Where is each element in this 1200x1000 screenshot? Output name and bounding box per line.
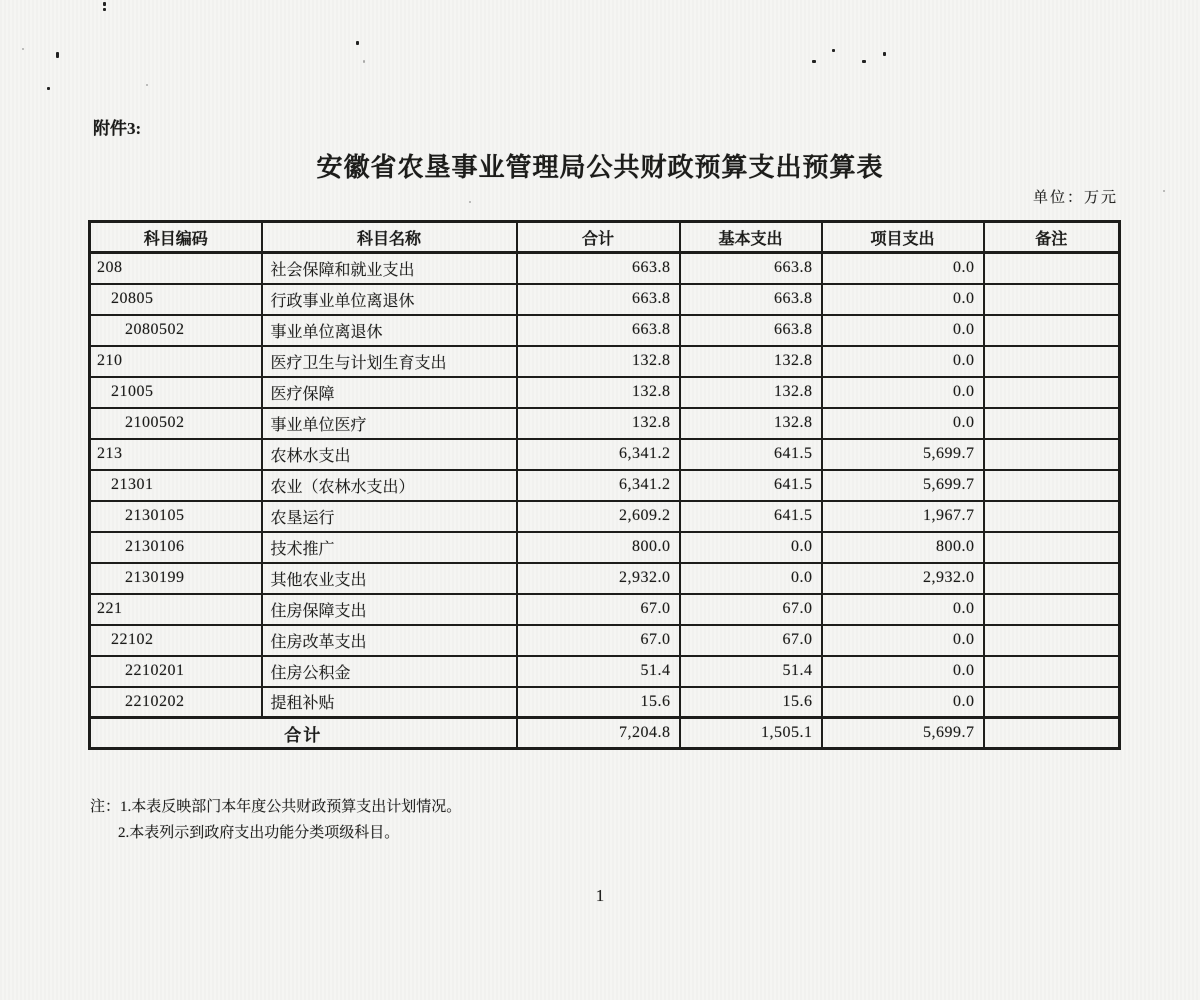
project-cell: 800.0: [822, 532, 984, 563]
scan-speck: [103, 2, 106, 6]
total-project-cell: 5,699.7: [822, 718, 984, 749]
project-cell: 0.0: [822, 253, 984, 284]
total-cell: 132.8: [517, 408, 680, 439]
code-cell: 21005: [90, 377, 262, 408]
attachment-label: 附件3:: [93, 119, 142, 138]
remark-cell: [984, 625, 1120, 656]
project-cell: 5,699.7: [822, 439, 984, 470]
total-row: [90, 718, 1120, 749]
table-row: [90, 408, 1120, 439]
table-body: [90, 253, 1120, 718]
remark-cell: [984, 470, 1120, 501]
basic-cell: 51.4: [680, 656, 822, 687]
basic-cell: 132.8: [680, 377, 822, 408]
note-line-2: 2.本表列示到政府支出功能分类项级科目。: [118, 825, 400, 841]
total-label: 合计: [90, 718, 517, 749]
scan-speck: [832, 49, 835, 52]
code-cell: 2080502: [90, 315, 262, 346]
total-basic-cell: 1,505.1: [680, 718, 822, 749]
table-row: [90, 470, 1120, 501]
code-cell: 2130105: [90, 501, 262, 532]
remark-cell: [984, 346, 1120, 377]
basic-cell: 641.5: [680, 439, 822, 470]
table-row: [90, 594, 1120, 625]
total-cell: 6,341.2: [517, 470, 680, 501]
code-cell: 2210201: [90, 656, 262, 687]
basic-cell: 132.8: [680, 408, 822, 439]
name-cell: 医疗卫生与计划生育支出: [262, 346, 517, 377]
project-cell: 2,932.0: [822, 563, 984, 594]
name-cell: 医疗保障: [262, 377, 517, 408]
name-cell: 社会保障和就业支出: [262, 253, 517, 284]
remark-cell: [984, 377, 1120, 408]
code-cell: 21301: [90, 470, 262, 501]
header-cell-total: 合计: [517, 222, 680, 253]
basic-cell: 0.0: [680, 532, 822, 563]
project-cell: 0.0: [822, 656, 984, 687]
remark-cell: [984, 594, 1120, 625]
name-cell: 事业单位离退休: [262, 315, 517, 346]
project-cell: 0.0: [822, 284, 984, 315]
name-cell: 住房保障支出: [262, 594, 517, 625]
name-cell: 住房公积金: [262, 656, 517, 687]
code-cell: 20805: [90, 284, 262, 315]
table-row: [90, 346, 1120, 377]
table-row: [90, 656, 1120, 687]
name-cell: 农林水支出: [262, 439, 517, 470]
table-row: [90, 439, 1120, 470]
name-cell: 行政事业单位离退休: [262, 284, 517, 315]
basic-cell: 67.0: [680, 625, 822, 656]
total-cell: 67.0: [517, 594, 680, 625]
scan-speck: [22, 48, 24, 50]
scan-speck: [56, 52, 59, 58]
total-cell: 2,932.0: [517, 563, 680, 594]
scan-speck: [1163, 190, 1165, 192]
scan-speck: [146, 84, 148, 86]
basic-cell: 641.5: [680, 501, 822, 532]
name-cell: 农业（农林水支出）: [262, 470, 517, 501]
remark-cell: [984, 408, 1120, 439]
page-number: 1: [595, 886, 605, 905]
table-row: [90, 532, 1120, 563]
header-cell-project: 项目支出: [822, 222, 984, 253]
project-cell: 0.0: [822, 408, 984, 439]
scan-speck: [812, 60, 816, 63]
code-cell: 2130106: [90, 532, 262, 563]
basic-cell: 67.0: [680, 594, 822, 625]
remark-cell: [984, 253, 1120, 284]
basic-cell: 132.8: [680, 346, 822, 377]
table-row: [90, 687, 1120, 718]
remark-cell: [984, 687, 1120, 718]
scan-speck: [862, 60, 866, 63]
basic-cell: 641.5: [680, 470, 822, 501]
total-cell: 132.8: [517, 377, 680, 408]
notes: [90, 794, 461, 846]
project-cell: 5,699.7: [822, 470, 984, 501]
name-cell: 住房改革支出: [262, 625, 517, 656]
basic-cell: 15.6: [680, 687, 822, 718]
basic-cell: 663.8: [680, 284, 822, 315]
project-cell: 0.0: [822, 594, 984, 625]
total-cell: 2,609.2: [517, 501, 680, 532]
remark-cell: [984, 284, 1120, 315]
basic-cell: 663.8: [680, 315, 822, 346]
remark-cell: [984, 532, 1120, 563]
unit-label: 单位：万元: [1032, 190, 1118, 206]
header-cell-basic: 基本支出: [680, 222, 822, 253]
scan-speck: [363, 60, 365, 63]
total-cell: 663.8: [517, 284, 680, 315]
table-row: [90, 563, 1120, 594]
code-cell: 22102: [90, 625, 262, 656]
total-remark-cell: [984, 718, 1120, 749]
remark-cell: [984, 563, 1120, 594]
total-sum-cell: 7,204.8: [517, 718, 680, 749]
note-line-1: 注：1.本表反映部门本年度公共财政预算支出计划情况。: [90, 799, 462, 815]
remark-cell: [984, 315, 1120, 346]
code-cell: 208: [90, 253, 262, 284]
remark-cell: [984, 439, 1120, 470]
code-cell: 210: [90, 346, 262, 377]
basic-cell: 0.0: [680, 563, 822, 594]
table-row: [90, 625, 1120, 656]
budget-table: [88, 220, 1121, 750]
total-cell: 663.8: [517, 253, 680, 284]
table-row: [90, 284, 1120, 315]
scan-speck: [103, 8, 106, 11]
project-cell: 0.0: [822, 315, 984, 346]
name-cell: 事业单位医疗: [262, 408, 517, 439]
remark-cell: [984, 501, 1120, 532]
total-cell: 663.8: [517, 315, 680, 346]
project-cell: 0.0: [822, 625, 984, 656]
project-cell: 0.0: [822, 687, 984, 718]
code-cell: 213: [90, 439, 262, 470]
page-title: 安徽省农垦事业管理局公共财政预算支出预算表: [316, 153, 884, 182]
total-cell: 51.4: [517, 656, 680, 687]
header-cell-code: 科目编码: [90, 222, 262, 253]
name-cell: 技术推广: [262, 532, 517, 563]
code-cell: 2210202: [90, 687, 262, 718]
total-cell: 132.8: [517, 346, 680, 377]
total-cell: 15.6: [517, 687, 680, 718]
total-cell: 800.0: [517, 532, 680, 563]
scan-speck: [883, 52, 886, 56]
total-cell: 6,341.2: [517, 439, 680, 470]
code-cell: 2100502: [90, 408, 262, 439]
name-cell: 农垦运行: [262, 501, 517, 532]
project-cell: 0.0: [822, 346, 984, 377]
table-row: [90, 253, 1120, 284]
project-cell: 0.0: [822, 377, 984, 408]
scan-speck: [47, 87, 50, 90]
code-cell: 221: [90, 594, 262, 625]
remark-cell: [984, 656, 1120, 687]
project-cell: 1,967.7: [822, 501, 984, 532]
header-cell-name: 科目名称: [262, 222, 517, 253]
table-row: [90, 377, 1120, 408]
code-cell: 2130199: [90, 563, 262, 594]
basic-cell: 663.8: [680, 253, 822, 284]
table-header-row: [90, 222, 1120, 253]
name-cell: 其他农业支出: [262, 563, 517, 594]
header-cell-remark: 备注: [984, 222, 1120, 253]
total-cell: 67.0: [517, 625, 680, 656]
table-row: [90, 315, 1120, 346]
table-row: [90, 501, 1120, 532]
name-cell: 提租补贴: [262, 687, 517, 718]
scan-speck: [356, 41, 359, 45]
